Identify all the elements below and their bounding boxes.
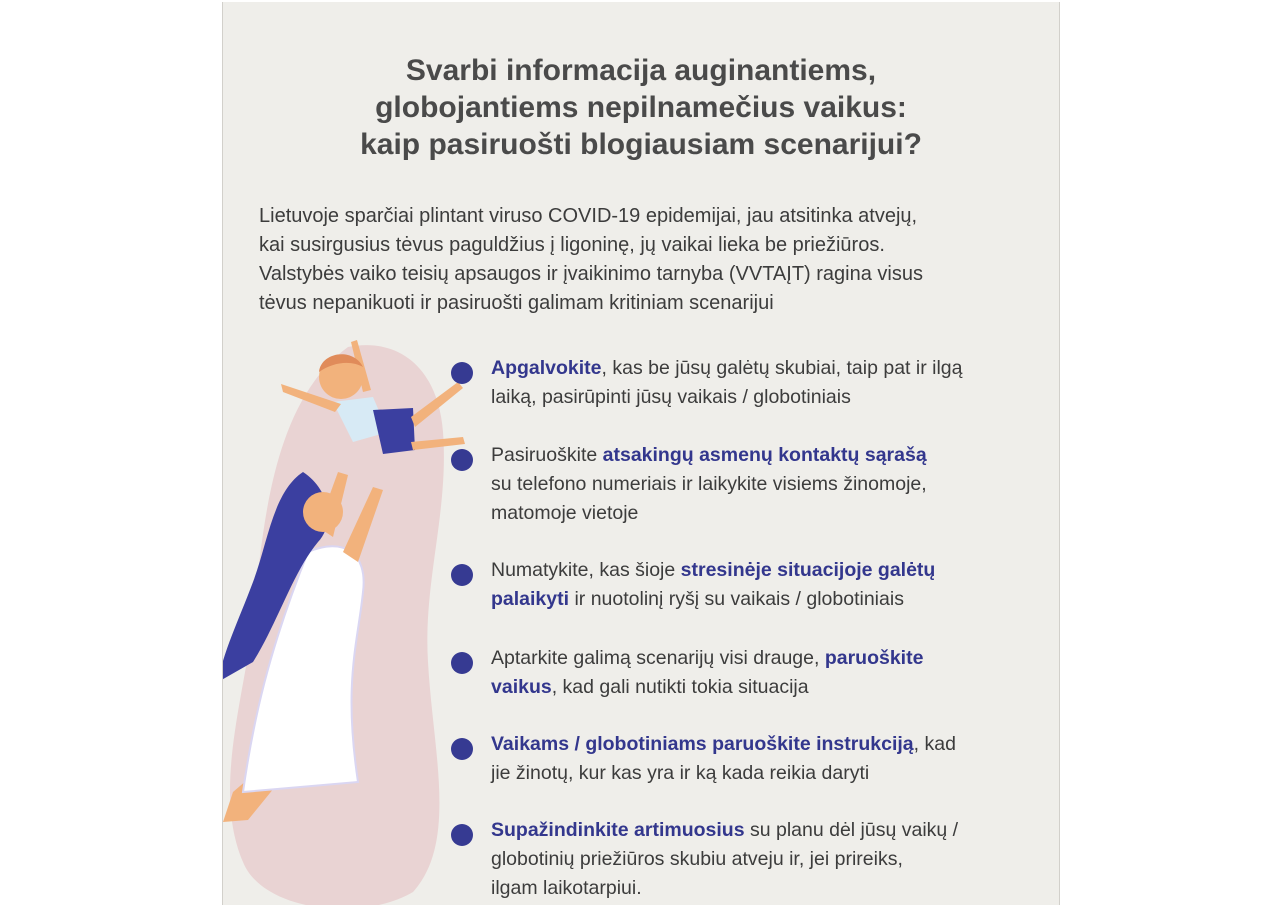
- plain-text: , kad: [913, 733, 956, 755]
- bullet-dot-icon: [451, 824, 473, 846]
- plain-text: Aptarkite galimą scenarijų visi drauge,: [491, 647, 825, 669]
- plain-text: Numatykite, kas šioje: [491, 559, 681, 581]
- plain-text: , kas be jūsų galėtų skubiai, taip pat ir ilgą: [601, 357, 963, 379]
- plain-text: matomoje vietoje: [491, 502, 639, 524]
- list-item-text: [491, 556, 1051, 614]
- title-line: kaip pasiruošti blogiausiam scenarijui?: [360, 128, 922, 161]
- intro-line: kai susirgusius tėvus paguldžius į ligoninę, jų vaikai lieka be priežiūros.: [259, 234, 885, 256]
- list-item-text: [491, 441, 1051, 528]
- page-title: [223, 52, 1059, 163]
- bullet-dot-icon: [451, 564, 473, 586]
- list-item-text: [491, 644, 1051, 702]
- title-line: globojantiems nepilnamečius vaikus:: [375, 91, 907, 124]
- plain-text: su planu dėl jūsų vaikų /: [744, 819, 959, 841]
- highlight-text: atsakingų asmenų kontaktų sąrašą: [602, 444, 927, 466]
- highlight-text: vaikus: [491, 676, 552, 698]
- bullet-dot-icon: [451, 449, 473, 471]
- bullet-dot-icon: [451, 652, 473, 674]
- list-item-text: [491, 354, 1051, 412]
- highlight-text: stresinėje situacijoje galėtų: [680, 559, 936, 581]
- plain-text: ilgam laikotarpiui.: [491, 877, 642, 899]
- list-item-text: [491, 816, 1051, 903]
- plain-text: globotinių priežiūros skubiu atveju ir, jei prireiks,: [491, 848, 903, 870]
- intro-line: tėvus nepanikuoti ir pasiruošti galimam kritiniam scenarijui: [259, 292, 774, 314]
- highlight-text: palaikyti: [491, 588, 570, 610]
- woman-head-shape: [303, 492, 343, 532]
- infographic-poster: [222, 2, 1060, 905]
- highlight-text: Vaikams / globotiniams paruoškite instrukciją: [491, 733, 914, 755]
- intro-paragraph: [259, 202, 1039, 318]
- bullet-dot-icon: [451, 362, 473, 384]
- intro-line: Lietuvoje sparčiai plintant viruso COVID-19 epidemijai, jau atsitinka atvejų,: [259, 205, 918, 227]
- highlight-text: Apgalvokite: [491, 357, 602, 379]
- highlight-text: Supažindinkite artimuosius: [491, 819, 745, 841]
- plain-text: laiką, pasirūpinti jūsų vaikais / globotiniais: [491, 386, 851, 408]
- plain-text: , kad gali nutikti tokia situacija: [551, 676, 809, 698]
- mother-child-illustration: [223, 322, 483, 905]
- plain-text: jie žinotų, kur kas yra ir ką kada reikia daryti: [491, 762, 870, 784]
- plain-text: Pasiruoškite: [491, 444, 603, 466]
- plain-text: su telefono numeriais ir laikykite visiems žinomoje,: [491, 473, 927, 495]
- title-line: Svarbi informacija auginantiems,: [405, 54, 877, 87]
- plain-text: ir nuotolinį ryšį su vaikais / globotiniais: [569, 588, 904, 610]
- bullet-dot-icon: [451, 738, 473, 760]
- highlight-text: paruoškite: [824, 647, 924, 669]
- list-item-text: [491, 730, 1051, 788]
- intro-line: Valstybės vaiko teisių apsaugos ir įvaikinimo tarnyba (VVTAĮT) ragina visus: [259, 263, 923, 285]
